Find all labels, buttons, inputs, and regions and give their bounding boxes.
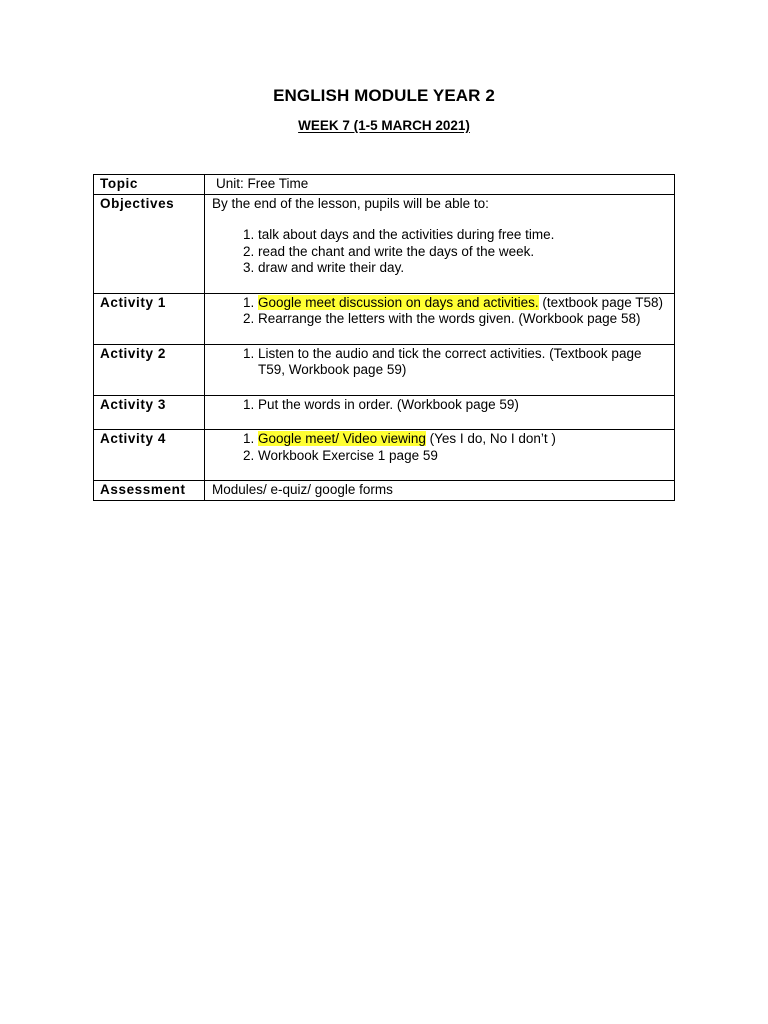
activity-1-cell [205, 293, 675, 344]
table-row-assessment [94, 481, 675, 501]
table-row-activity-1 [94, 293, 675, 344]
activity-1-list [212, 295, 668, 328]
activity-4-cell [205, 430, 675, 481]
row-label-topic: Topic [94, 175, 205, 195]
document-title: ENGLISH MODULE YEAR 2 [273, 86, 495, 105]
document-subtitle [0, 118, 768, 133]
list-item: 1. Put the words in order. (Workbook page 59) [258, 397, 668, 414]
list-item: 2. Workbook Exercise 1 page 59 [258, 448, 668, 465]
list-item [258, 295, 668, 312]
topic-value: Unit: Free Time [216, 176, 309, 191]
list-item: 2. read the chant and write the days of the week. [258, 244, 668, 261]
table-row-activity-4 [94, 430, 675, 481]
row-label-activity-4: Activity 4 [94, 430, 205, 481]
list-item: 3. draw and write their day. [258, 260, 668, 277]
list-item-text: (Yes I do, No I don’t ) [425, 431, 556, 446]
assessment-value: Modules/ e-quiz/ google forms [212, 482, 393, 497]
row-label-activity-3: Activity 3 [94, 395, 205, 430]
activity-2-list [212, 346, 668, 379]
activity-2-cell [205, 344, 675, 395]
row-label-objectives: Objectives [94, 194, 205, 293]
row-label-activity-1: Activity 1 [94, 293, 205, 344]
list-item-text: (textbook page T58) [538, 294, 663, 310]
list-item [258, 431, 668, 448]
list-item: 1. Listen to the audio and tick the correct activities. (Textbook page T59, Workbook page 59) [258, 346, 668, 379]
list-item: 1. talk about days and the activities during free time. [258, 227, 668, 244]
week-label: WEEK 7 (1-5 MARCH 2021) [298, 118, 470, 133]
list-item: 2. Rearrange the letters with the words given. (Workbook page 58) [258, 311, 668, 328]
topic-cell [205, 175, 675, 195]
table-row-objectives [94, 194, 675, 293]
row-label-assessment: Assessment [94, 481, 205, 501]
objectives-list [212, 227, 668, 277]
row-label-activity-2: Activity 2 [94, 344, 205, 395]
assessment-cell [205, 481, 675, 501]
table-row-topic [94, 175, 675, 195]
table-row-activity-3 [94, 395, 675, 430]
objectives-intro: By the end of the lesson, pupils will be able to: [212, 195, 489, 211]
objectives-cell [205, 194, 675, 293]
table-row-activity-2 [94, 344, 675, 395]
highlighted-text: Google meet discussion on days and activities. [258, 294, 539, 310]
activity-4-list [212, 431, 668, 464]
lesson-plan-table [93, 174, 675, 501]
activity-3-list [212, 397, 668, 414]
highlighted-text: Google meet/ Video viewing [258, 431, 426, 446]
activity-3-cell [205, 395, 675, 430]
